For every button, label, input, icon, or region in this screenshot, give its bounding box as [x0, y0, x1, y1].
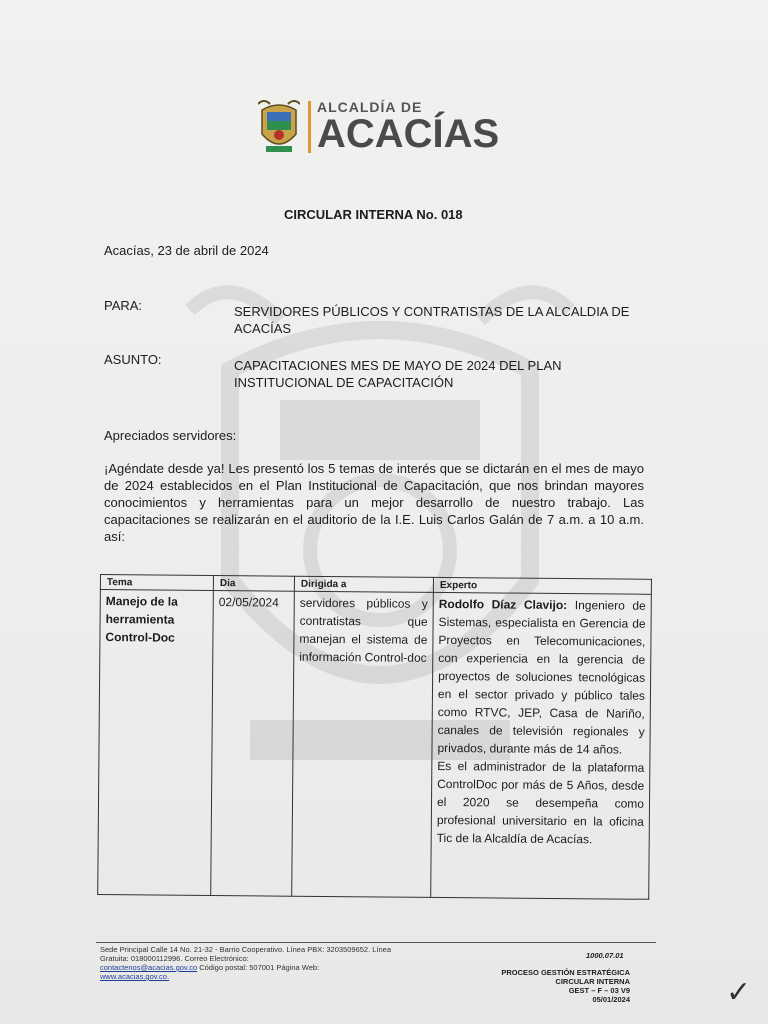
- asunto-label: ASUNTO:: [104, 352, 162, 367]
- expert-role: Es el administrador de la plataforma ControlDoc por más de 5 Años, desde el 2020 se desempeña como profesional universitario en la oficina Tic de la Alcaldía de Acacías.: [436, 758, 645, 847]
- table-row: [98, 590, 652, 900]
- asunto-value: CAPACITACIONES MES DE MAYO DE 2024 DEL PLAN INSTITUCIONAL DE CAPACITACIÓN: [234, 358, 562, 390]
- footer-process: PROCESO GESTIÓN ESTRATÉGICA: [501, 968, 630, 977]
- body-paragraph: ¡Agéndate desde ya! Les presentó los 5 temas de interés que se dictarán en el mes de mayo de 2024 establecidos en el Plan Institucional de Capacitación, que nos brindan mayores conocimientos y herramientas para un mejor desarrollo de nuestro trabajo. Las capacitaciones se realizarán en el auditorio de la I.E. Luis Carlos Galán de 7 a.m. a 10 a.m. así:: [104, 461, 644, 544]
- footer-doc-date: 05/01/2024: [592, 995, 630, 1004]
- logo-accent-bar: [308, 101, 311, 153]
- header-dirigida: Dirigida a: [294, 576, 433, 592]
- para-value: SERVIDORES PÚBLICOS Y CONTRATISTAS DE LA ALCALDIA DE ACACÍAS: [234, 304, 630, 336]
- logo-line2: ACACÍAS: [317, 112, 500, 156]
- circular-title: CIRCULAR INTERNA No. 018: [284, 207, 463, 222]
- greeting: Apreciados servidores:: [104, 428, 237, 443]
- footer-website-link[interactable]: www.acacias.gov.co.: [100, 972, 170, 981]
- footer-email-link[interactable]: contactenos@acacias.gov.co: [100, 963, 198, 972]
- footer-code: 1000.07.01: [586, 951, 624, 960]
- footer-divider: [96, 942, 656, 943]
- expert-name: Rodolfo Díaz Clavijo:: [438, 596, 568, 613]
- check-mark-icon: ✓: [726, 975, 752, 1010]
- cell-dirigida: servidores públicos y contratistas que manejan el sistema de información Control-doc: [292, 591, 434, 897]
- cell-tema: Manejo de la herramienta Control-Doc: [98, 590, 214, 896]
- footer-postal: Código postal: 507001 Página Web:: [199, 963, 320, 972]
- para-label: PARA:: [104, 298, 143, 313]
- circular-date: Acacías, 23 de abril de 2024: [104, 243, 269, 258]
- municipal-crest-icon: [258, 98, 300, 156]
- header-dia: Dia: [213, 575, 294, 591]
- alcaldia-logo: [258, 98, 499, 156]
- footer-address: [100, 945, 392, 981]
- footer-doc-info: [470, 968, 630, 1004]
- footer-doc-type: CIRCULAR INTERNA: [555, 977, 630, 986]
- logo-line1: ALCALDÍA DE: [317, 99, 423, 115]
- cell-experto: [431, 592, 652, 899]
- header-experto: Experto: [433, 577, 651, 594]
- cell-dia: 02/05/2024: [211, 590, 295, 896]
- training-table: [97, 574, 652, 900]
- header-tema: Tema: [100, 575, 213, 591]
- footer-address-text: Sede Principal Calle 14 No. 21-32 - Barrio Cooperativo. Línea PBX: 3203509652. Línea Gratuita: 018000112996. Correo Electrónico:: [100, 945, 392, 963]
- expert-description: Ingeniero de Sistemas, especialista en Gerencia de Proyectos en Telecomunicaciones, con experiencia en la gerencia de proyectos de soluciones tecnológicas en el sector privado y público tales como RTVC, JEP, Casa de Nariño, canales de televisión regionales y privados, durante más de 14 años.: [437, 598, 646, 757]
- footer-doc-code: GEST – F – 03 V9: [568, 986, 630, 995]
